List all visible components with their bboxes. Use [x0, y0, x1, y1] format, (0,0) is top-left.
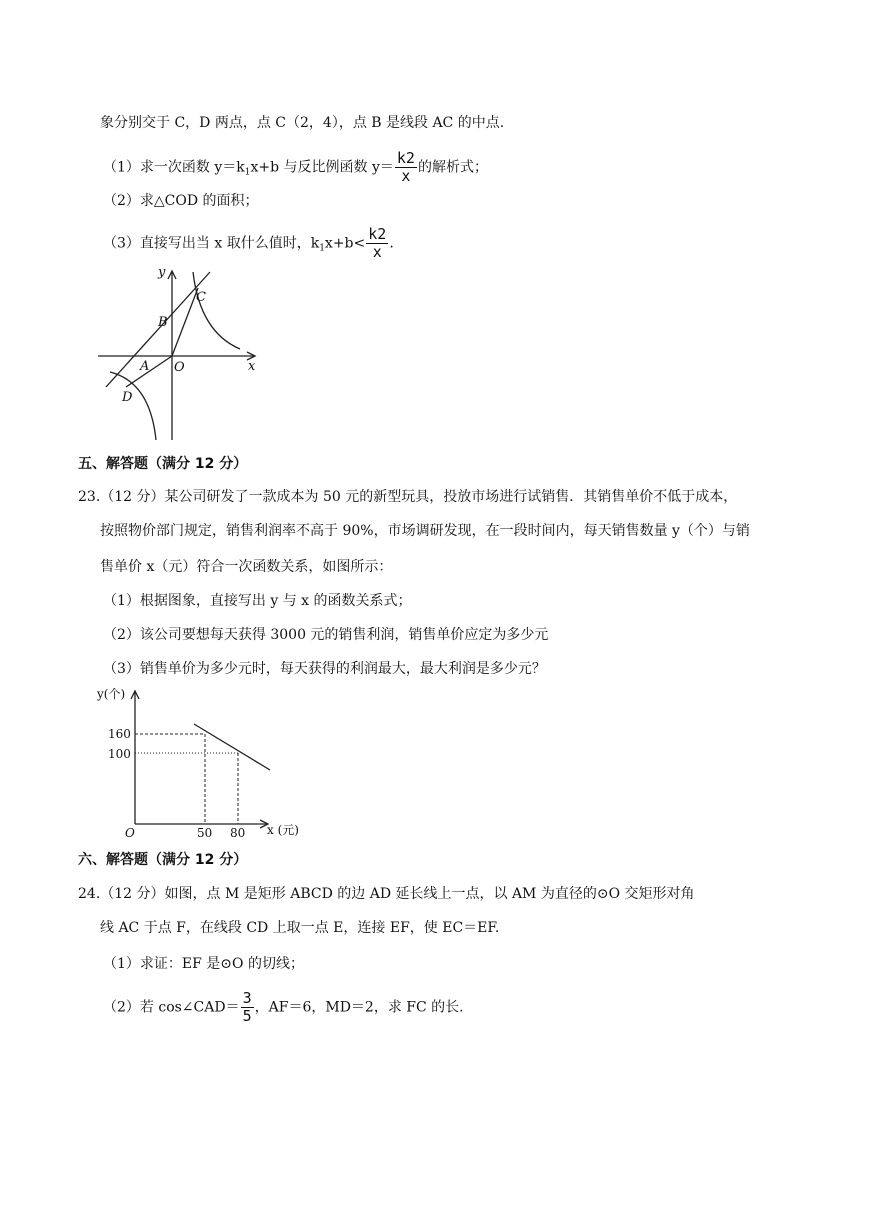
q23-label-x-axis: x (元) [267, 823, 299, 837]
q22-part3-frac-num: k [368, 225, 378, 243]
q22-part3-mid: x+b< [324, 235, 366, 252]
q22-part3 [103, 226, 394, 261]
q22-part1-fraction [395, 150, 417, 185]
q23-part1: （1）根据图象，直接写出 y 与 x 的函数关系式； [103, 593, 412, 609]
q24-part2-frac-den: 5 [242, 1007, 252, 1025]
q22-segment-OC [172, 288, 198, 356]
q22-label-A: A [140, 359, 150, 374]
q23-tick-50: 50 [197, 826, 213, 840]
q22-part1-sub: 1 [244, 167, 251, 178]
q24-part2-suffix: ，AF＝6，MD＝2，求 FC 的长. [254, 999, 464, 1016]
q23-part2: （2）该公司要想每天获得 3000 元的销售利润，销售单价应定为多少元 [103, 627, 549, 643]
q24-part1: （1）求证：EF 是⊙O 的切线； [103, 956, 304, 972]
q23-line-1: 23.（12 分）某公司研发了一款成本为 50 元的新型玩具，投放市场进行试销售．其销售单价不低于成本， [78, 489, 738, 505]
q24-part2-prefix: （2）若 cos∠CAD＝ [103, 999, 240, 1016]
q24-line-2: 线 AC 于点 F，在线段 CD 上取一点 E，连接 EF，使 EC＝EF. [100, 920, 500, 936]
q23-line-3: 售单价 x（元）符合一次函数关系，如图所示： [100, 559, 393, 575]
q22-part3-fraction [366, 226, 388, 261]
q22-label-B: B [158, 315, 168, 330]
q22-intro-line: 象分别交于 C，D 两点，点 C（2，4），点 B 是线段 AC 的中点. [100, 115, 505, 131]
q24-line-1: 24.（12 分）如图，点 M 是矩形 ABCD 的边 AD 延长线上一点，以 AM 为直径的⊙O 交矩形对角 [78, 886, 695, 902]
q22-label-D: D [122, 390, 133, 405]
q22-part3-prefix: （3）直接写出当 x 取什么值时，k [103, 235, 320, 252]
q22-part1-frac-den: x [401, 167, 411, 185]
q24-part2-fraction [241, 990, 254, 1025]
q23-tick-80: 80 [230, 826, 246, 840]
q22-part1-frac-num: k [396, 149, 406, 167]
q22-label-C: C [196, 290, 206, 305]
q22-label-x: x [248, 359, 256, 374]
q22-part1-mid: x+b 与反比例函数 y＝ [250, 159, 394, 176]
q23-label-y-axis: y(个) [97, 687, 126, 701]
q22-part3-frac-den: x [372, 243, 382, 261]
q22-part1-suffix: 的解析式； [417, 159, 488, 176]
q22-part1-frac-sub: 2 [405, 149, 415, 167]
q22-part1-prefix: （1）求一次函数 y＝k [103, 159, 245, 176]
q22-part1 [103, 150, 488, 185]
q23-part3: （3）销售单价为多少元时，每天获得的利润最大，最大利润是多少元？ [103, 661, 546, 677]
q22-part3-suffix: . [389, 235, 394, 252]
q24-part2 [103, 990, 464, 1025]
q22-part3-sub: 1 [319, 243, 325, 254]
q23-tick-100: 100 [108, 747, 131, 761]
section-5-heading: 五、解答题（满分 12 分） [78, 456, 248, 472]
q22-label-O: O [174, 360, 185, 375]
section-6-heading: 六、解答题（满分 12 分） [78, 852, 248, 868]
q23-sales-graph [95, 684, 315, 844]
q22-label-y: y [158, 265, 166, 280]
q22-part3-frac-sub: 2 [377, 225, 387, 243]
q22-coordinate-graph [90, 262, 270, 444]
q23-label-origin: O [125, 826, 135, 840]
q23-line-2: 按照物价部门规定，销售利润率不高于 90%，市场调研发现，在一段时间内，每天销售数量 y（个）与销 [100, 523, 750, 539]
q23-tick-160: 160 [108, 727, 131, 741]
q22-part2: （2）求△COD 的面积； [103, 193, 259, 209]
q24-part2-frac-num: 3 [242, 989, 252, 1007]
